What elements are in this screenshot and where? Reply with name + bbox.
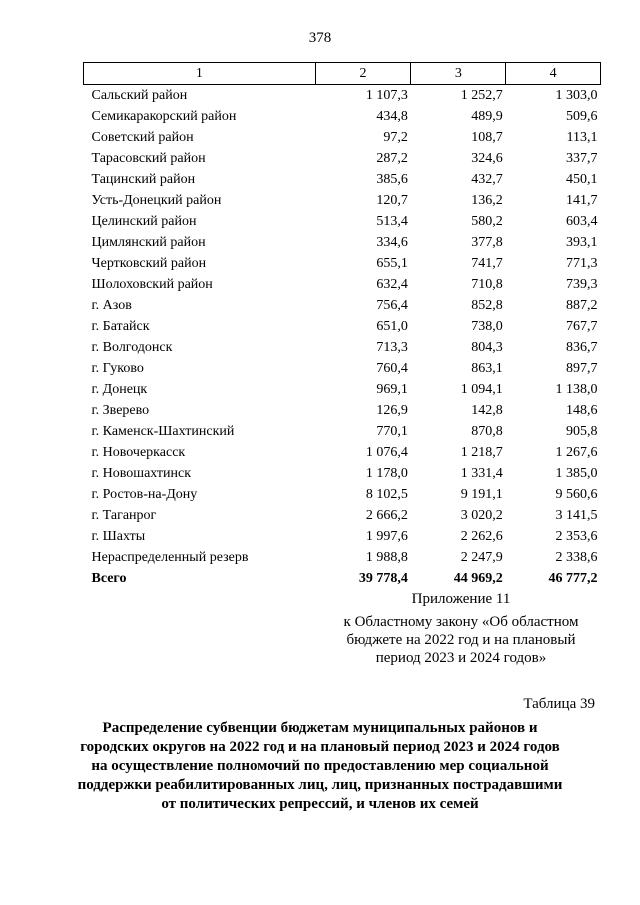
row-value-2022: 1 988,8 bbox=[365, 549, 408, 565]
row-value-2024: 2 353,6 bbox=[555, 528, 598, 544]
table-row bbox=[84, 127, 601, 148]
total-2022: 39 778,4 bbox=[358, 570, 408, 586]
row-value-2022: 513,4 bbox=[376, 213, 408, 229]
row-value-2022: 334,6 bbox=[376, 234, 408, 250]
table-row bbox=[84, 232, 601, 253]
row-value-2024: 450,1 bbox=[566, 171, 598, 187]
subvention-table bbox=[83, 62, 601, 589]
row-value-2023: 804,3 bbox=[471, 339, 503, 355]
row-name: г. Новошахтинск bbox=[91, 465, 192, 481]
table-row bbox=[84, 253, 601, 274]
row-value-2023: 1 252,7 bbox=[460, 87, 503, 103]
table-row bbox=[84, 316, 601, 337]
row-value-2024: 393,1 bbox=[566, 234, 598, 250]
row-name: г. Батайск bbox=[91, 318, 150, 334]
table-row bbox=[84, 547, 601, 568]
row-value-2022: 1 076,4 bbox=[365, 444, 408, 460]
table-header-row bbox=[84, 63, 601, 85]
row-value-2023: 580,2 bbox=[471, 213, 503, 229]
row-value-2023: 3 020,2 bbox=[460, 507, 503, 523]
row-name: Целинский район bbox=[91, 213, 197, 229]
row-value-2022: 1 178,0 bbox=[365, 465, 408, 481]
table-row bbox=[84, 211, 601, 232]
heading-line: городских округов на 2022 год и на плановый период 2023 и 2024 годов bbox=[80, 739, 560, 755]
row-value-2024: 1 138,0 bbox=[555, 381, 598, 397]
row-value-2022: 120,7 bbox=[376, 192, 408, 208]
row-name: г. Гуково bbox=[91, 360, 144, 376]
row-name: Семикаракорский район bbox=[91, 108, 237, 124]
row-value-2022: 969,1 bbox=[376, 381, 408, 397]
table-row bbox=[84, 274, 601, 295]
page-number: 378 bbox=[308, 30, 332, 46]
row-value-2023: 432,7 bbox=[471, 171, 503, 187]
row-name: г. Новочеркасск bbox=[91, 444, 186, 460]
row-value-2024: 897,7 bbox=[566, 360, 598, 376]
row-value-2022: 385,6 bbox=[376, 171, 408, 187]
row-value-2023: 324,6 bbox=[471, 150, 503, 166]
table-row bbox=[84, 421, 601, 442]
row-name: г. Донецк bbox=[91, 381, 148, 397]
row-value-2024: 3 141,5 bbox=[555, 507, 598, 523]
row-value-2022: 287,2 bbox=[376, 150, 408, 166]
row-value-2023: 108,7 bbox=[471, 129, 503, 145]
table-row bbox=[84, 337, 601, 358]
row-value-2022: 126,9 bbox=[376, 402, 408, 418]
row-value-2024: 113,1 bbox=[566, 129, 598, 145]
row-value-2023: 738,0 bbox=[471, 318, 503, 334]
row-value-2022: 8 102,5 bbox=[365, 486, 408, 502]
total-2023: 44 969,2 bbox=[453, 570, 503, 586]
row-value-2022: 1 107,3 bbox=[365, 87, 408, 103]
row-value-2022: 713,3 bbox=[376, 339, 408, 355]
total-row bbox=[84, 568, 601, 589]
table-row bbox=[84, 106, 601, 127]
row-value-2022: 632,4 bbox=[376, 276, 408, 292]
row-value-2024: 771,3 bbox=[566, 255, 598, 271]
table-row bbox=[84, 295, 601, 316]
row-name: г. Азов bbox=[91, 297, 132, 313]
appendix-title: Приложение 11 bbox=[411, 591, 511, 607]
row-value-2023: 9 191,1 bbox=[460, 486, 503, 502]
row-value-2023: 489,9 bbox=[471, 108, 503, 124]
appendix-line: период 2023 и 2024 годов» bbox=[375, 650, 547, 666]
row-name: Усть-Донецкий район bbox=[91, 192, 222, 208]
column-header-1: 1 bbox=[84, 63, 316, 85]
row-value-2022: 770,1 bbox=[376, 423, 408, 439]
row-value-2023: 1 094,1 bbox=[460, 381, 503, 397]
row-name: Советский район bbox=[91, 129, 194, 145]
row-value-2022: 97,2 bbox=[383, 129, 408, 145]
column-header-4: 4 bbox=[506, 63, 601, 85]
row-name: Цимлянский район bbox=[91, 234, 206, 250]
total-2024: 46 777,2 bbox=[548, 570, 598, 586]
row-value-2023: 2 247,9 bbox=[460, 549, 503, 565]
table-heading bbox=[60, 719, 580, 814]
table-row bbox=[84, 85, 601, 107]
row-value-2022: 760,4 bbox=[376, 360, 408, 376]
row-value-2023: 377,8 bbox=[471, 234, 503, 250]
row-value-2024: 739,3 bbox=[566, 276, 598, 292]
row-value-2022: 756,4 bbox=[376, 297, 408, 313]
row-name: г. Волгодонск bbox=[91, 339, 173, 355]
total-label: Всего bbox=[91, 570, 127, 586]
row-name: г. Ростов-на-Дону bbox=[91, 486, 198, 502]
row-value-2023: 136,2 bbox=[471, 192, 503, 208]
table-row bbox=[84, 190, 601, 211]
table-row bbox=[84, 442, 601, 463]
row-name: г. Каменск-Шахтинский bbox=[91, 423, 235, 439]
row-value-2023: 870,8 bbox=[471, 423, 503, 439]
column-header-2: 2 bbox=[315, 63, 411, 85]
table-row bbox=[84, 526, 601, 547]
heading-line: на осуществление полномочий по предоставлению мер социальной bbox=[91, 758, 549, 774]
row-name: Шолоховский район bbox=[91, 276, 213, 292]
table-body bbox=[84, 85, 601, 590]
row-name: Тарасовский район bbox=[91, 150, 206, 166]
heading-line: поддержки реабилитированных лиц, лиц, признанных пострадавшими bbox=[77, 777, 563, 793]
row-value-2024: 1 303,0 bbox=[555, 87, 598, 103]
row-value-2024: 509,6 bbox=[566, 108, 598, 124]
row-value-2022: 651,0 bbox=[376, 318, 408, 334]
row-value-2022: 434,8 bbox=[376, 108, 408, 124]
row-value-2024: 9 560,6 bbox=[555, 486, 598, 502]
row-name: г. Зверево bbox=[91, 402, 150, 418]
row-value-2024: 767,7 bbox=[566, 318, 598, 334]
row-value-2024: 141,7 bbox=[566, 192, 598, 208]
row-name: Нераспределенный резерв bbox=[91, 549, 249, 565]
table-row bbox=[84, 169, 601, 190]
table-row bbox=[84, 358, 601, 379]
table-label: Таблица 39 bbox=[523, 696, 595, 712]
table-row bbox=[84, 400, 601, 421]
row-value-2023: 142,8 bbox=[471, 402, 503, 418]
table-row bbox=[84, 148, 601, 169]
row-value-2023: 863,1 bbox=[471, 360, 503, 376]
table-row bbox=[84, 463, 601, 484]
row-name: Тацинский район bbox=[91, 171, 196, 187]
row-value-2023: 852,8 bbox=[471, 297, 503, 313]
row-value-2024: 1 267,6 bbox=[555, 444, 598, 460]
row-value-2022: 1 997,6 bbox=[365, 528, 408, 544]
row-value-2023: 1 331,4 bbox=[460, 465, 503, 481]
heading-line: от политических репрессий, и членов их семей bbox=[161, 796, 479, 812]
row-name: Сальский район bbox=[91, 87, 188, 103]
appendix-line: к Областному закону «Об областном bbox=[343, 614, 579, 630]
row-value-2024: 887,2 bbox=[566, 297, 598, 313]
heading-line: Распределение субвенции бюджетам муниципальных районов и bbox=[102, 720, 538, 736]
appendix-reference bbox=[330, 590, 592, 667]
row-value-2023: 710,8 bbox=[471, 276, 503, 292]
row-value-2022: 2 666,2 bbox=[365, 507, 408, 523]
table-row bbox=[84, 505, 601, 526]
row-value-2023: 2 262,6 bbox=[460, 528, 503, 544]
row-value-2024: 905,8 bbox=[566, 423, 598, 439]
row-value-2024: 1 385,0 bbox=[555, 465, 598, 481]
row-value-2022: 655,1 bbox=[376, 255, 408, 271]
row-value-2024: 836,7 bbox=[566, 339, 598, 355]
row-value-2024: 337,7 bbox=[566, 150, 598, 166]
row-value-2024: 148,6 bbox=[566, 402, 598, 418]
table-row bbox=[84, 484, 601, 505]
column-header-3: 3 bbox=[411, 63, 506, 85]
table-row bbox=[84, 379, 601, 400]
row-name: Чертковский район bbox=[91, 255, 207, 271]
row-value-2023: 1 218,7 bbox=[460, 444, 503, 460]
row-name: г. Шахты bbox=[91, 528, 146, 544]
appendix-line: бюджете на 2022 год и на плановый bbox=[346, 632, 576, 648]
row-value-2023: 741,7 bbox=[471, 255, 503, 271]
row-value-2024: 2 338,6 bbox=[555, 549, 598, 565]
row-name: г. Таганрог bbox=[91, 507, 157, 523]
row-value-2024: 603,4 bbox=[566, 213, 598, 229]
